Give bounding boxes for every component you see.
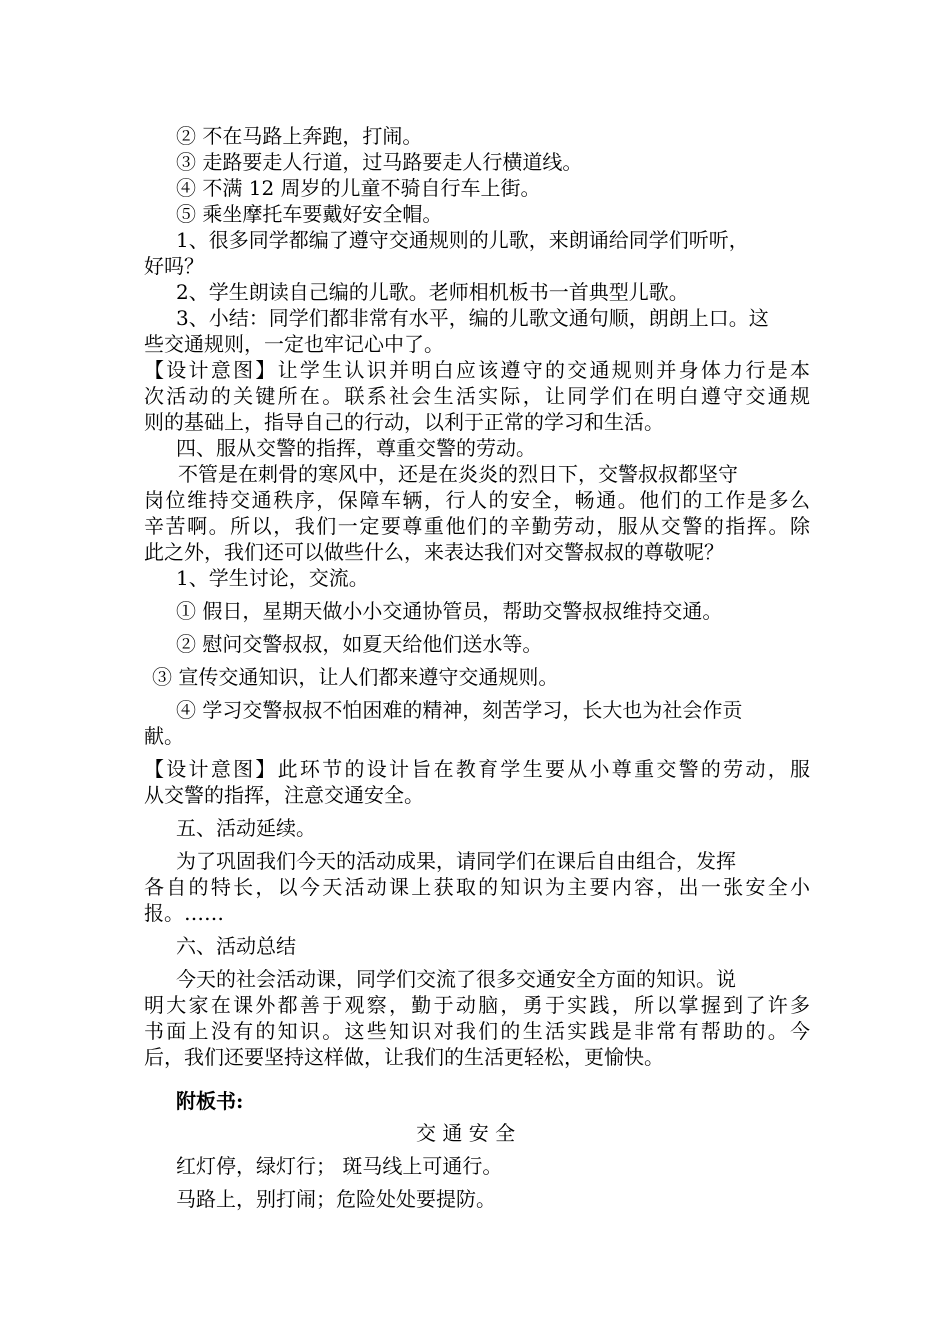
rule-item-4: ④ 不满 12 周岁的儿童不骑自行车上街。 — [176, 176, 541, 200]
rule-item-3: ③ 走路要走人行道，过马路要走人行横道线。 — [176, 150, 583, 174]
paragraph-line: 岗位维持交通秩序，保障车辆，行人的安全，畅通。他们的工作是多么 — [144, 488, 810, 512]
design-intent-line: 从交警的指挥，注意交通安全。 — [144, 783, 424, 807]
discussion-item-3: ③ 宣传交通知识，让人们都来遵守交通规则。 — [152, 665, 559, 689]
paragraph-line: 些交通规则，一定也牢记心中了。 — [144, 332, 444, 356]
rule-item-5: ⑤ 乘坐摩托车要戴好安全帽。 — [176, 202, 443, 226]
rule-item-2: ② 不在马路上奔跑，打闹。 — [176, 124, 423, 148]
paragraph-line: 后，我们还要坚持这样做，让我们的生活更轻松，更愉快。 — [144, 1045, 664, 1069]
paragraph-line: 1、学生讨论，交流。 — [176, 566, 369, 590]
blackboard-heading: 附板书: — [176, 1089, 244, 1113]
paragraph-line: 3、小结：同学们都非常有水平，编的儿歌文通句顺，朗朗上口。这 — [176, 306, 769, 330]
paragraph-line: 明大家在课外都善于观察，勤于动脑，勇于实践，所以掌握到了许多 — [144, 993, 810, 1017]
paragraph-line: 不管是在刺骨的寒风中，还是在炎炎的烈日下，交警叔叔都坚守 — [178, 462, 738, 486]
discussion-item-4-cont: 献。 — [144, 724, 184, 748]
section-heading-5: 五、活动延续。 — [176, 816, 316, 840]
paragraph-line: 1、很多同学都编了遵守交通规则的儿歌，来朗诵给同学们听听， — [176, 228, 749, 252]
paragraph-line: 报。…… — [144, 901, 224, 925]
paragraph-line: 辛苦啊。所以，我们一定要尊重他们的辛勤劳动，服从交警的指挥。除 — [144, 514, 810, 538]
design-intent-line: 【设计意图】此环节的设计旨在教育学生要从小尊重交警的劳动，服 — [144, 757, 810, 781]
discussion-item-2: ② 慰问交警叔叔，如夏天给他们送水等。 — [176, 632, 543, 656]
paragraph-line: 各自的特长，以今天活动课上获取的知识为主要内容，出一张安全小 — [144, 875, 810, 899]
paragraph-line: 为了巩固我们今天的活动成果，请同学们在课后自由组合，发挥 — [176, 849, 736, 873]
design-intent-line: 次活动的关键所在。联系社会生活实际，让同学们在明白遵守交通规 — [144, 384, 810, 408]
design-intent-line: 则的基础上，指导自己的行动，以利于正常的学习和生活。 — [144, 410, 664, 434]
discussion-item-4: ④ 学习交警叔叔不怕困难的精神，刻苦学习，长大也为社会作贡 — [176, 698, 743, 722]
section-heading-4: 四、服从交警的指挥，尊重交警的劳动。 — [176, 436, 536, 460]
paragraph-line: 今天的社会活动课，同学们交流了很多交通安全方面的知识。说 — [176, 967, 736, 991]
design-intent-line: 【设计意图】让学生认识并明白应该遵守的交通规则并身体力行是本 — [144, 358, 810, 382]
discussion-item-1: ① 假日，星期天做小小交通协管员，帮助交警叔叔维持交通。 — [176, 599, 723, 623]
paragraph-line: 此之外，我们还可以做些什么，来表达我们对交警叔叔的尊敬呢？ — [144, 540, 724, 564]
blackboard-verse-2: 马路上，别打闹；危险处处要提防。 — [176, 1187, 496, 1211]
section-heading-6: 六、活动总结 — [176, 934, 296, 958]
paragraph-line: 2、学生朗读自己编的儿歌。老师相机板书一首典型儿歌。 — [176, 280, 689, 304]
blackboard-title: 交 通 安 全 — [416, 1121, 516, 1145]
paragraph-line: 书面上没有的知识。这些知识对我们的生活实践是非常有帮助的。今 — [144, 1019, 810, 1043]
blackboard-verse-1: 红灯停，绿灯行； 斑马线上可通行。 — [176, 1154, 503, 1178]
paragraph-line: 好吗？ — [144, 254, 204, 278]
